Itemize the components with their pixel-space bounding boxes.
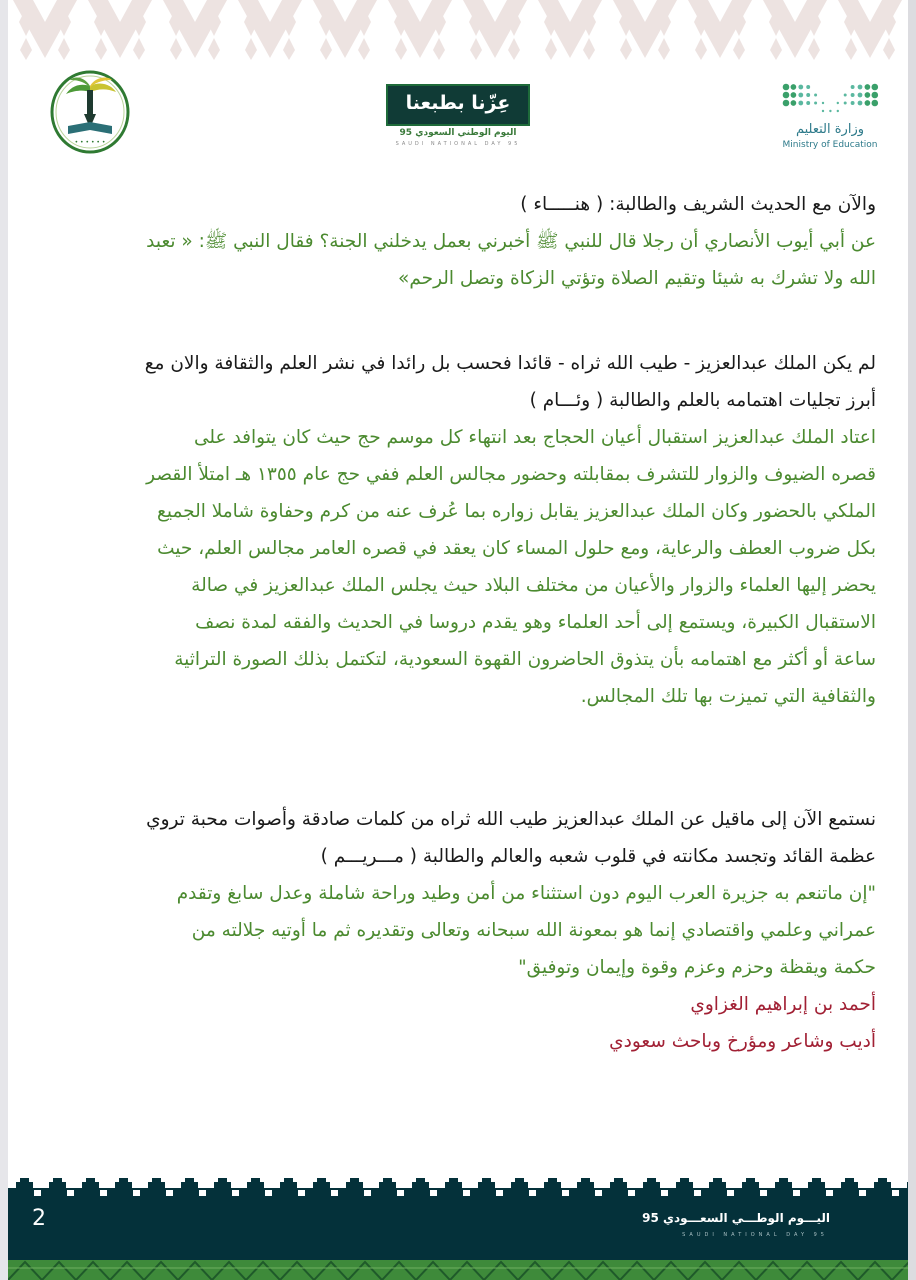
footer-band bbox=[8, 1172, 908, 1280]
body-line: قصره الضيوف والزوار للتشرف بمقابلته وحضور مجالس العلم ففي حج عام ١٣٥٥ هـ امتلأ القصر bbox=[146, 464, 876, 485]
section-intro-line: لم يكن الملك عبدالعزيز - طيب الله ثراه - قائدا فحسب بل رائدا في نشر العلم والثقافة والان مع bbox=[144, 353, 876, 374]
section-hadith bbox=[48, 186, 876, 297]
national-day-logo bbox=[384, 84, 532, 152]
national-day-subtitle: اليوم الوطني السعودي 95 bbox=[399, 128, 517, 138]
svg-text:• • • • • •: • • • • • • bbox=[74, 139, 106, 146]
quote-author-name: أحمد بن إبراهيم الغزاوي bbox=[690, 994, 876, 1015]
quote-line: حكمة ويقظة وحزم وعزم وقوة وإيمان وتوفيق" bbox=[518, 957, 876, 978]
body-line: يحضر إليها العلماء والزوار والأعيان من مختلف البلاد حيث يجلس الملك عبدالعزيز في صالة bbox=[191, 575, 876, 596]
hadith-line: عن أبي أيوب الأنصاري أن رجلا قال للنبي ﷺ أخبرني بعمل يدخلني الجنة؟ فقال النبي ﷺ: « تعبد bbox=[146, 231, 876, 252]
national-day-english: SAUDI NATIONAL DAY 95 bbox=[395, 141, 521, 147]
top-diamond-pattern bbox=[8, 0, 908, 60]
body-line: الملكي بالحضور وكان الملك عبدالعزيز يقابل زواره بما عُرف عنه من كرم وحفاوة شاملا الجميع bbox=[157, 501, 876, 522]
hadith-line: الله ولا تشرك به شيئا وتقيم الصلاة وتؤتي الزكاة وتصل الرحم» bbox=[398, 268, 876, 289]
document-body bbox=[48, 186, 876, 1060]
body-line: اعتاد الملك عبدالعزيز استقبال أعيان الحجاج بعد انتهاء كل موسم حج حيث كان يتوافد على bbox=[194, 427, 876, 448]
ministry-name-english: Ministry of Education bbox=[782, 140, 878, 150]
page-number: 2 bbox=[32, 1206, 46, 1231]
section-king-knowledge bbox=[48, 345, 876, 715]
section-intro-line: والآن مع الحديث الشريف والطالبة: ( هنـــــاء ) bbox=[520, 194, 876, 215]
section-intro-line: نستمع الآن إلى ماقيل عن الملك عبدالعزيز طيب الله ثراه من كلمات صادقة وأصوات محبة تروي bbox=[146, 809, 876, 830]
body-line: بكل ضروب العطف والرعاية، ومع حلول المساء كان يعقد في قصره العامر مجالس العلم، حيث bbox=[157, 538, 876, 559]
section-intro-line: عظمة القائد وتجسد مكانته في قلوب شعبه والعالم والطالبة ( مـــريـــم ) bbox=[320, 846, 876, 867]
footer-national-day-logo: اليـــوم الوطـــي السعـــودي 95 bbox=[642, 1211, 830, 1225]
body-line: الاستقبال الكبيرة، ويستمع إلى أحد العلماء وهو يقدم دروسا في الحديث والفقه لمدة نصف bbox=[195, 612, 876, 633]
ministry-of-education-logo bbox=[778, 82, 882, 154]
national-day-slogan-box bbox=[386, 84, 530, 126]
moe-dots-icon bbox=[778, 82, 882, 120]
quote-line: عمراني وعلمي واقتصادي إنما هو بمعونة الله سبحانه وتعالى وتقديره ثم ما أوتيه جلالته من bbox=[191, 920, 876, 941]
palm-pen-book-emblem-icon bbox=[48, 68, 132, 156]
section-intro-line: أبرز تجليات اهتمامه بالعلم والطالبة ( وئـــام ) bbox=[529, 390, 876, 411]
school-logo bbox=[48, 68, 132, 156]
body-line: والثقافية التي تميزت بها تلك المجالس. bbox=[580, 686, 876, 707]
section-quotes bbox=[48, 801, 876, 1060]
quote-author-title: أديب وشاعر ومؤرخ وباحث سعودي bbox=[609, 1031, 876, 1052]
quote-line: "إن ماتنعم به جزيرة العرب اليوم دون استثناء من أمن وطيد وراحة شاملة وعدل سابغ وتقدم bbox=[176, 883, 876, 904]
footer-national-day-english: SAUDI NATIONAL DAY 95 bbox=[682, 1232, 828, 1238]
body-line: ساعة أو أكثر مع اهتمامه بأن يتذوق الحاضرون القهوة السعودية، لتكتمل بذلك الصورة التراثية bbox=[174, 649, 876, 670]
document-page bbox=[8, 0, 908, 1280]
ministry-name-arabic: وزارة التعليم bbox=[795, 122, 865, 137]
page-edge-shadow bbox=[908, 0, 916, 1280]
national-day-slogan: عِزّنا بطبعنا bbox=[405, 92, 511, 114]
